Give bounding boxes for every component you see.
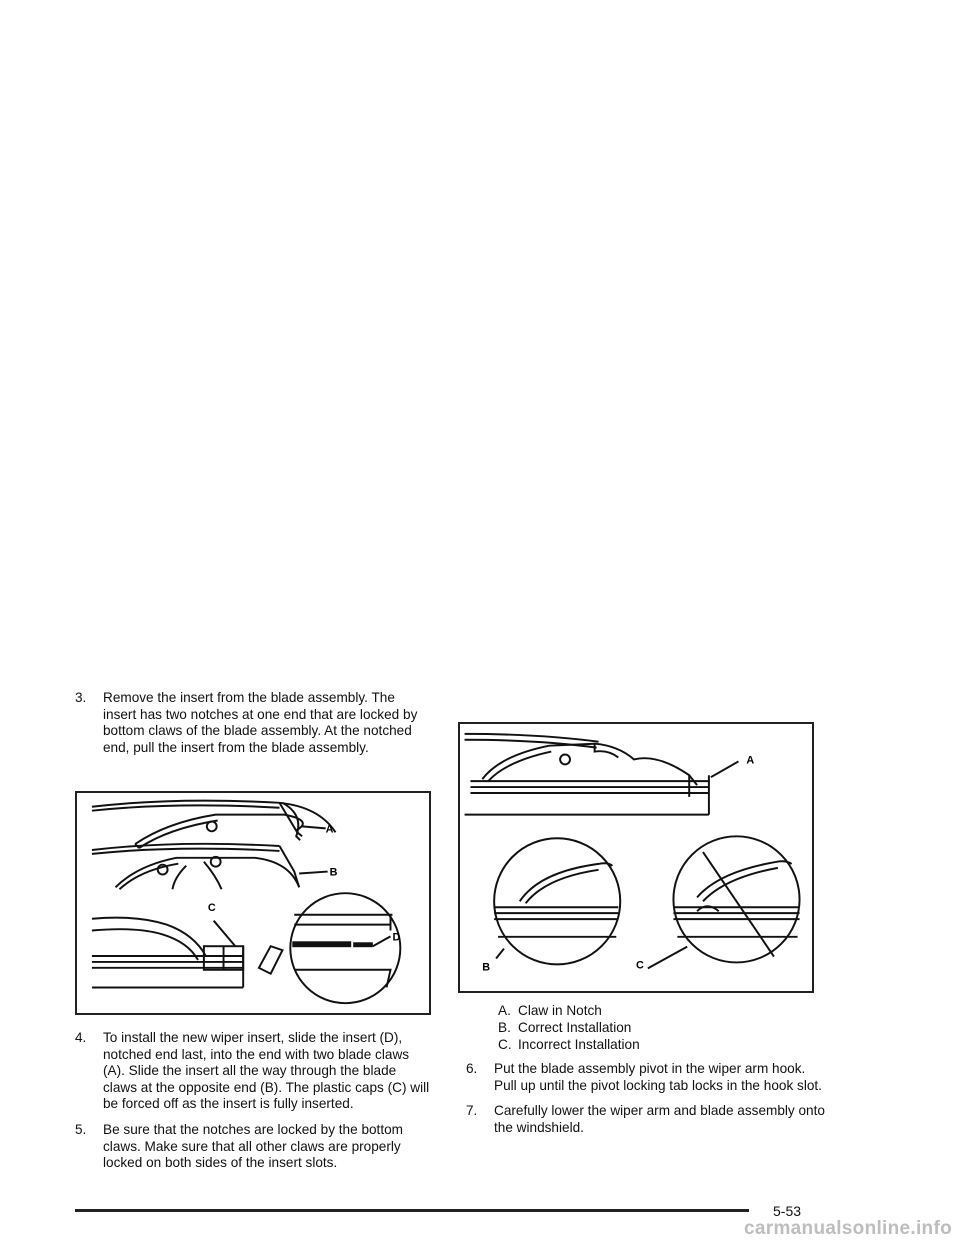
- step-number: 4.: [75, 1030, 87, 1045]
- left-column-bottom: [75, 1030, 430, 1181]
- watermark: carmanualsonline.info: [744, 1218, 952, 1239]
- step-text: Carefully lower the wiper arm and blade assembly onto the windshield.: [494, 1103, 825, 1135]
- figure-label-b: B: [482, 961, 491, 974]
- step-text: To install the new wiper insert, slide the insert (D), notched end last, into the end with two blade claws (A). Slide the insert all the way through the blade claws at the opposite end (B). The plastic caps (C) will be forced off as the insert is fully inserted.: [103, 1030, 430, 1112]
- figure-label-c: C: [207, 901, 216, 914]
- wiper-insert-diagram: [77, 793, 429, 1013]
- step-number: 7.: [466, 1103, 478, 1119]
- step-4: [75, 1030, 430, 1113]
- legend-item-a: A. Claw in Notch: [498, 1003, 602, 1018]
- figure-legend: [498, 1002, 640, 1053]
- left-column-top: [75, 690, 430, 765]
- step-text: Put the blade assembly pivot in the wiper arm hook. Pull up until the pivot locking tab locks in the hook slot.: [494, 1061, 822, 1093]
- step-number: 6.: [466, 1061, 478, 1076]
- step-3: [75, 690, 430, 756]
- wiper-installation-diagram: [460, 724, 812, 991]
- right-column-steps: [466, 1061, 826, 1145]
- figure-label-a: A: [746, 754, 755, 767]
- figure-label-c: C: [636, 959, 644, 972]
- figure-label-a: A: [325, 823, 334, 836]
- figure-label-b: B: [329, 866, 338, 879]
- step-text: Be sure that the notches are locked by the bottom claws. Make sure that all other claws are properly locked on both sides of the insert slots.: [103, 1121, 403, 1171]
- wiper-installation-figure: [458, 722, 814, 993]
- step-number: 5.: [75, 1121, 87, 1137]
- page-number: 5-53: [773, 1203, 802, 1219]
- step-6: [466, 1061, 826, 1094]
- step-text: Remove the insert from the blade assembly. The insert has two notches at one end that are locked by bottom claws of the blade assembly. At the notched end, pull the insert from the blade assembly.: [103, 690, 418, 755]
- step-number: 3.: [75, 690, 87, 705]
- figure-label-d: D: [392, 931, 401, 944]
- legend-item-c: C. Incorrect Installation: [498, 1037, 640, 1052]
- footer-rule: [75, 1209, 749, 1212]
- step-5: [75, 1122, 430, 1172]
- legend-item-b: B. Correct Installation: [498, 1020, 632, 1035]
- wiper-insert-removal-figure: [75, 791, 431, 1015]
- step-7: [466, 1103, 826, 1136]
